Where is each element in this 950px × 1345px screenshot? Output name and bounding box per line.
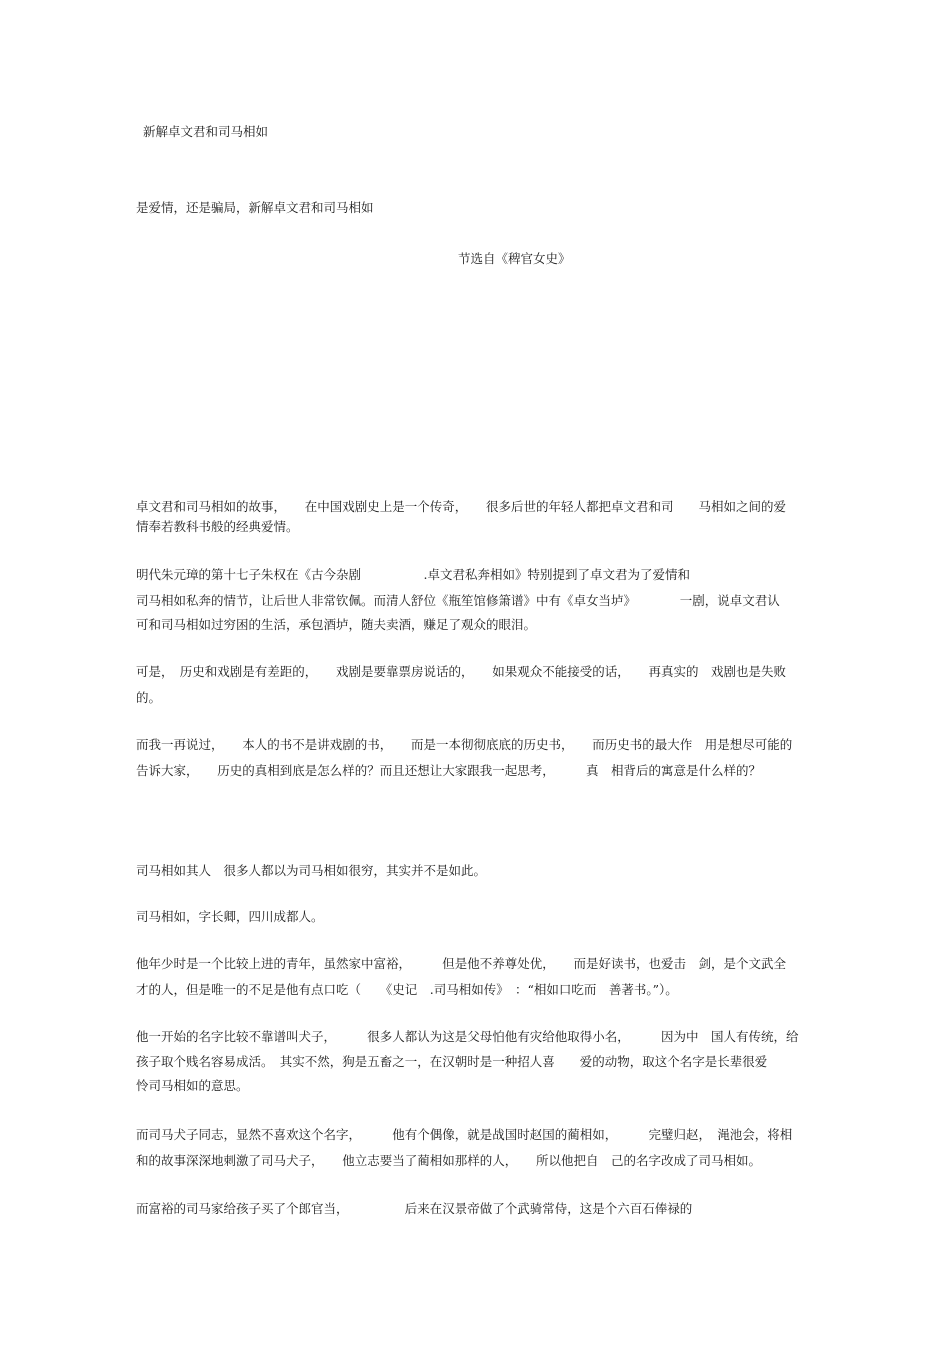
paragraph-line: 怜司马相如的意思。	[136, 1078, 249, 1093]
paragraph-line: 孩子取个贱名容易成活。 其实不然，狗是五畜之一，在汉朝时是一种招人喜 爱的动物，取这个名字是长辈很爱	[136, 1054, 768, 1069]
paragraph-line: 他一开始的名字比较不靠谱叫犬子， 很多人都认为这是父母怕他有灾给他取得小名， 因为中 国人有传统，给	[136, 1029, 799, 1044]
source-note: 节选自《稗官女史》	[458, 251, 571, 266]
paragraph-line: 才的人，但是唯一的不足是他有点口吃（ 《史记 .司马相如传》 ：“相如口吃而 善著书。”）。	[136, 982, 678, 997]
paragraph-line: 司马相如，字长卿，四川成都人。	[136, 909, 324, 924]
paragraph-line: 司马相如其人 很多人都以为司马相如很穷，其实并不是如此。	[136, 863, 487, 878]
paragraph-line: 他年少时是一个比较上进的青年，虽然家中富裕， 但是他不养尊处优， 而是好读书，也爱击 剑，是个文武全	[136, 956, 787, 971]
paragraph-line: 明代朱元璋的第十七子朱权在《古今杂剧 .卓文君私奔相如》特别提到了卓文君为了爱情和	[136, 567, 690, 582]
page-subtitle: 是爱情，还是骗局，新解卓文君和司马相如	[136, 200, 374, 215]
paragraph-line: 情奉若教科书般的经典爱情。	[136, 519, 299, 534]
page-title: 新解卓文君和司马相如	[143, 124, 269, 139]
paragraph-line: 告诉大家， 历史的真相到底是怎么样的？而且还想让大家跟我一起思考， 真 相背后的寓意是什么样的？	[136, 763, 762, 778]
paragraph-line: 和的故事深深地刺激了司马犬子， 他立志要当了蔺相如那样的人， 所以他把自 己的名字改成了司马相如。	[136, 1153, 762, 1168]
paragraph-line: 卓文君和司马相如的故事， 在中国戏剧史上是一个传奇， 很多后世的年轻人都把卓文君和司 马相如之间的爱	[136, 499, 787, 514]
paragraph-line: 的。	[136, 690, 162, 705]
paragraph-line: 可是， 历史和戏剧是有差距的， 戏剧是要靠票房说话的， 如果观众不能接受的话， 再真实的 戏剧也是失败	[136, 664, 787, 679]
paragraph-line: 而富裕的司马家给孩子买了个郎官当， 后来在汉景帝做了个武骑常侍，这是个六百石俸禄的	[136, 1201, 693, 1216]
paragraph-line: 可和司马相如过穷困的生活，承包酒垆，随夫卖酒，赚足了观众的眼泪。	[136, 617, 537, 632]
paragraph-line: 司马相如私奔的情节，让后世人非常钦佩。而清人舒位《瓶笙馆修箫谱》中有《卓女当垆》 一剧，说卓文君认	[136, 593, 780, 608]
paragraph-line: 而我一再说过， 本人的书不是讲戏剧的书， 而是一本彻彻底底的历史书， 而历史书的最大作 用是想尽可能的	[136, 737, 793, 752]
paragraph-line: 而司马犬子同志，显然不喜欢这个名字， 他有个偶像，就是战国时赵国的蔺相如， 完璧归赵， 渑池会，将相	[136, 1127, 793, 1142]
